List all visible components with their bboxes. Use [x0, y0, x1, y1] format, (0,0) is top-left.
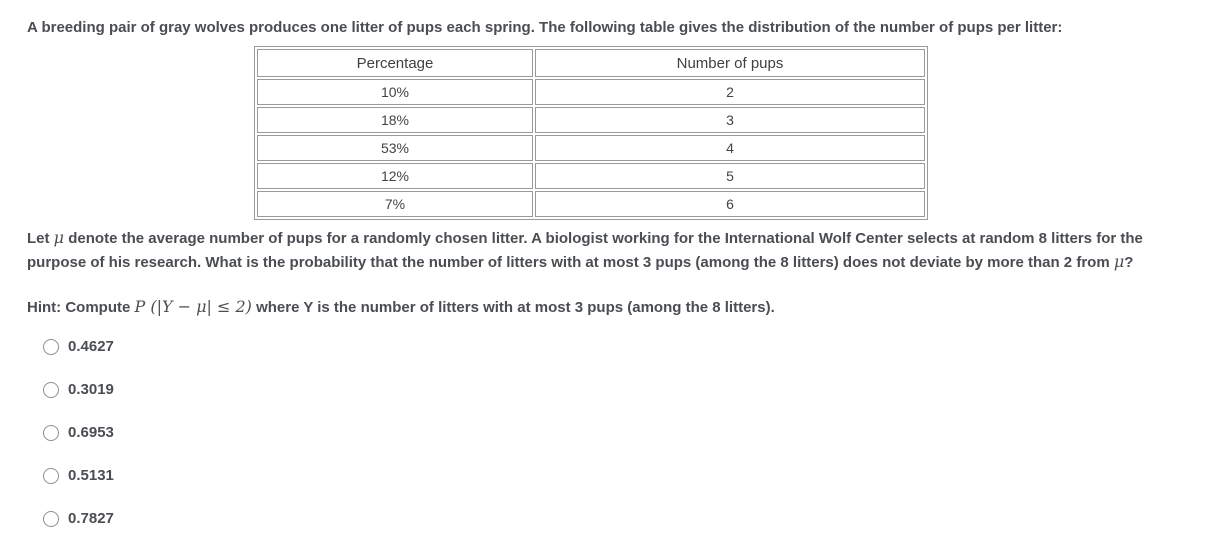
radio-button[interactable] [43, 425, 59, 441]
hint-suffix: where Y is the number of litters with at most 3 pups (among the 8 litters). [251, 299, 775, 316]
table-row [257, 107, 925, 133]
radio-button[interactable] [43, 339, 59, 355]
percentage-cell: 53% [257, 135, 533, 161]
pups-cell: 5 [535, 163, 925, 189]
header-percentage: Percentage [257, 49, 533, 77]
hint-prefix: Hint: Compute [27, 299, 135, 316]
pups-cell: 2 [535, 79, 925, 105]
answer-choice-label: 0.3019 [68, 381, 114, 398]
question-part3: ? [1124, 254, 1134, 271]
answer-choice-label: 0.7827 [68, 510, 114, 527]
percentage-cell: 18% [257, 107, 533, 133]
radio-button[interactable] [43, 382, 59, 398]
pups-cell: 3 [535, 107, 925, 133]
question-part1: Let [27, 230, 54, 247]
answer-choice[interactable] [43, 381, 114, 398]
table-header-row [257, 49, 925, 77]
mu-symbol: μ [1113, 252, 1125, 271]
problem-intro: A breeding pair of gray wolves produces one litter of pups each spring. The following table gives the distribution of the number of pups per litter: [27, 19, 1063, 36]
radio-button[interactable] [43, 468, 59, 484]
question-part2: denote the average number of pups for a randomly chosen litter. A biologist working for the International Wolf Center selects at random 8 litters for the purpose of his research. What is the probability that the number of litters with at most 3 pups (among the 8 litters) does not deviate by more than 2 from [27, 230, 1143, 271]
answer-choice[interactable] [43, 467, 114, 484]
answer-choice-label: 0.5131 [68, 467, 114, 484]
hint-formula: P (|Y − μ| ≤ 2) [134, 297, 252, 316]
table-row [257, 163, 925, 189]
mu-symbol: μ [53, 228, 65, 247]
percentage-cell: 12% [257, 163, 533, 189]
header-number-of-pups: Number of pups [535, 49, 925, 77]
percentage-cell: 10% [257, 79, 533, 105]
radio-button[interactable] [43, 511, 59, 527]
answer-choice-label: 0.4627 [68, 338, 114, 355]
answer-choice[interactable] [43, 424, 114, 441]
pups-cell: 4 [535, 135, 925, 161]
answer-choice-label: 0.6953 [68, 424, 114, 441]
table-row [257, 191, 925, 217]
answer-choice[interactable] [43, 338, 114, 355]
answer-choice[interactable] [43, 510, 114, 527]
table-row [257, 135, 925, 161]
percentage-cell: 7% [257, 191, 533, 217]
question-text [27, 226, 1157, 274]
pups-cell: 6 [535, 191, 925, 217]
table-row [257, 79, 925, 105]
distribution-table [254, 46, 928, 220]
hint-text [27, 297, 775, 316]
